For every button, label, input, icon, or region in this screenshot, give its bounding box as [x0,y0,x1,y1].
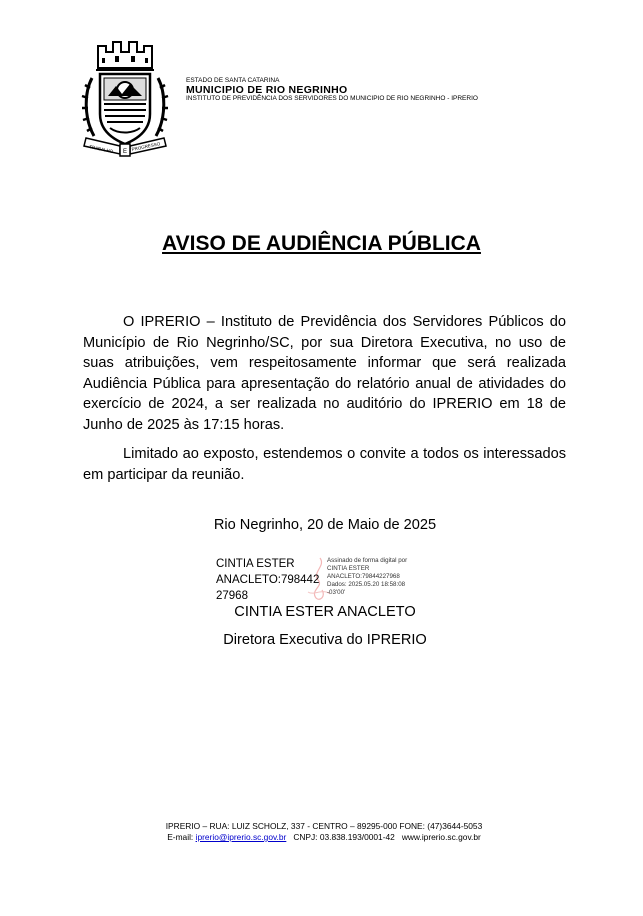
signer-name: CINTIA ESTER ANACLETO [234,604,416,620]
footer-address: IPRERIO – RUA: LUIZ SCHOLZ, 337 - CENTRO – 89295-000 FONE: (47)3644-5053 [165,821,483,831]
footer-email-label: E-mail: [167,832,194,842]
signature-name-line: ANACLETO:798442 [216,574,320,586]
signature-name-line: CINTIA ESTER [216,558,295,570]
paragraph-announcement: O IPRERIO – Instituto de Previdência dos Servidores Públicos do Município de Rio Negrinho/SC, por sua Diretora Executiva, no uso de suas atribuições, vem respeitosamente informar que será realizada Audiência Pública para apresentação do relatório anual de atividades do exercício de 2024, a ser realizada no auditório do IPRERIO em 18 de Junho de 2025 às 17:15 horas. [83,314,566,433]
footer-website: www.iprerio.sc.gov.br [401,832,481,842]
digital-signature-details [327,557,437,597]
signature-detail-line: Dados: 2025.05.20 18:58:08 [327,580,406,588]
paragraph-invitation: Limitado ao exposto, estendemos o convite a todos os interessados em participar da reunião. [83,446,566,483]
crest-ribbon-right: PROGRESSO [131,141,161,152]
institute-name: INSTITUTO DE PREVIDÊNCIA DOS SERVIDORES DO MUNICIPIO DE RIO NEGRINHO - IPRERIO [186,94,478,102]
date-line: Rio Negrinho, 20 de Maio de 2025 [213,517,437,533]
state-name: ESTADO DE SANTA CATARINA [186,77,280,84]
footer-contact [0,832,643,843]
document-body [83,312,566,494]
footer [0,821,643,843]
city-name: MUNICIPIO DE RIO NEGRINHO [186,83,348,96]
digital-signature-name [216,556,326,604]
letterhead [186,78,478,103]
crest-ribbon-left: TRABALHO [88,144,114,155]
signature-detail-line: -03'00' [327,588,346,596]
footer-email-link[interactable]: iprerio@iprerio.sc.gov.br [195,832,287,842]
signature-name-line: 27968 [216,590,248,602]
document-title: AVISO DE AUDIÊNCIA PÚBLICA [162,232,481,255]
footer-cnpj: CNPJ: 03.838.193/0001-42 [293,832,395,842]
signature-detail-line: CINTIA ESTER [327,564,370,572]
municipal-coat-of-arms-icon [80,38,170,158]
signature-detail-line: Assinado de forma digital por [327,557,408,564]
signer-role: Diretora Executiva do IPRERIO [223,632,427,648]
crest-ribbon-amp: E [123,149,128,155]
signature-detail-line: ANACLETO:79844227968 [327,572,400,580]
